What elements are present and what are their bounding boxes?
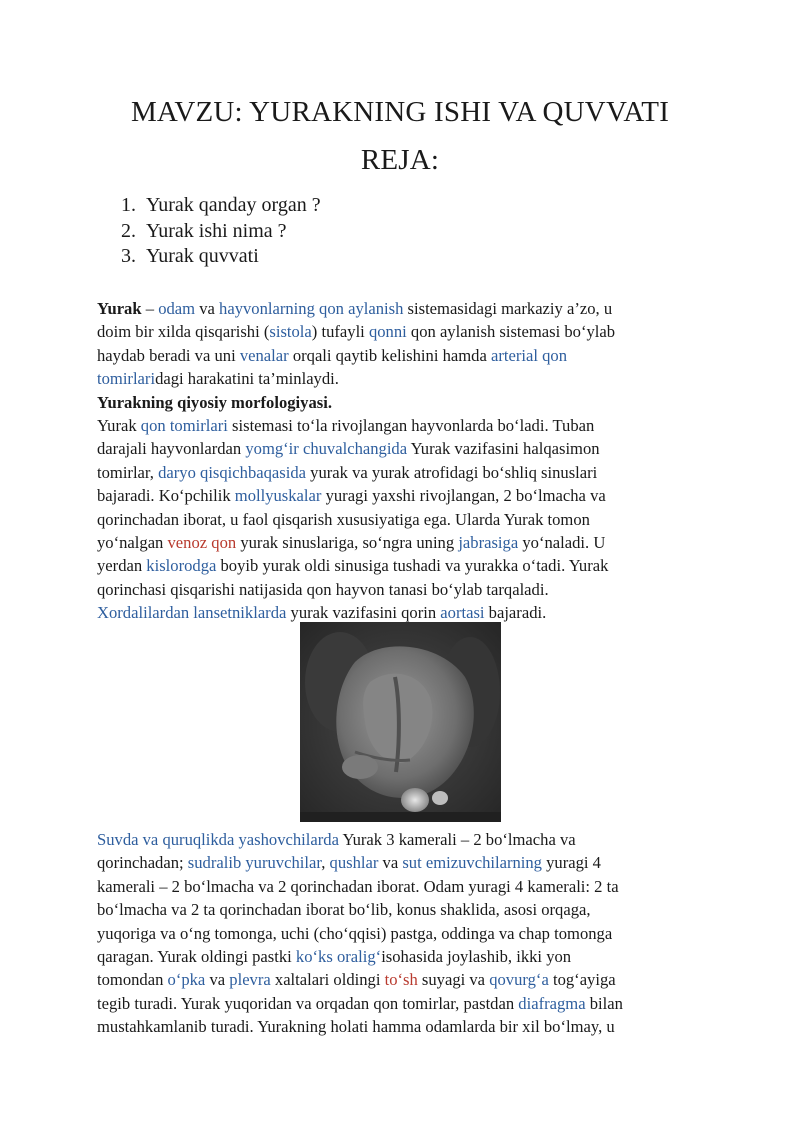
plan-item-number: 1. [121, 194, 136, 216]
text-run: yurak vazifasini qorin [286, 603, 441, 623]
link-qonni[interactable]: qonni [368, 322, 407, 342]
link-sudralib-yuruvchilar[interactable]: sudralib yuruvchilar [187, 853, 322, 873]
heading-text: Yurakning qiyosiy morfologiyasi. [97, 392, 332, 412]
link-kislorodga[interactable]: kislorodga [146, 556, 217, 576]
section-heading [97, 391, 709, 414]
plan-item [121, 219, 321, 245]
link-koks-oraligi[interactable]: ko‘ks oralig‘ [295, 946, 382, 966]
link-qon-tomirlari[interactable]: qon tomirlari [140, 415, 228, 435]
paragraph-anatomy [97, 828, 709, 1039]
text-run: yerdan [97, 556, 147, 576]
text-run: darajali hayvonlardan [97, 439, 246, 459]
text-line [97, 968, 709, 991]
text-run: tomirlar, [97, 462, 159, 482]
text-line [97, 601, 709, 624]
text-run: , [321, 853, 330, 873]
text-run: yo‘nalgan [97, 532, 168, 552]
text-run: dagi harakatini ta’minlaydi. [155, 369, 339, 389]
text-run: yurak sinuslariga, so‘ngra uning [236, 532, 459, 552]
link-yomgir-chuvalchangida[interactable]: yomg‘ir chuvalchangida [245, 439, 408, 459]
text-run: doim bir xilda qisqarishi ( [97, 322, 270, 342]
text-line [97, 344, 709, 367]
text-run: yuqoriga va o‘ng tomonga, uchi (cho‘qqisi) pastga, oddinga va chap tomonga [97, 923, 613, 943]
term-bold: Yurak [97, 299, 142, 318]
text-line [97, 992, 709, 1015]
link-suvda-va-quruqlikda[interactable]: Suvda va quruqlikda yashovchilarda [97, 830, 339, 849]
text-run: bo‘lmacha va 2 ta qorinchadan iborat bo‘lib, konus shaklida, asosi orqaga, [97, 900, 591, 920]
link-sistola[interactable]: sistola [269, 322, 312, 342]
text-run: va [195, 299, 220, 318]
text-run: Yurak [97, 415, 141, 435]
text-run: yuragi yaxshi rivojlangan, 2 bo‘lmacha va [321, 486, 606, 506]
plan-item-text: Yurak quvvati [146, 245, 259, 267]
link-opka[interactable]: o‘pka [167, 970, 206, 990]
link-odam[interactable]: odam [158, 299, 196, 318]
text-run: qorinchadan iborat, u faol qisqarish xususiyatiga ega. Ularda Yurak tomon [97, 509, 590, 529]
link-qon-aylanish[interactable]: qon aylanish [319, 299, 404, 318]
plan-item-number: 2. [121, 219, 136, 242]
link-mollyuskalar[interactable]: mollyuskalar [234, 486, 322, 506]
link-sut-emizuvchilarning[interactable]: sut emizuvchilarning [402, 853, 542, 873]
text-line [97, 297, 709, 320]
text-line [97, 945, 709, 968]
text-line [97, 578, 709, 601]
text-line [97, 875, 709, 898]
link-daryo-qisqichbaqasida[interactable]: daryo qisqichbaqasida [158, 462, 307, 482]
text-run: haydab beradi va uni [97, 345, 240, 365]
text-run: suyagi va [417, 970, 490, 990]
text-line [97, 828, 709, 851]
plan-item-text: Yurak qanday organ ? [146, 194, 321, 216]
text-run: tomondan [97, 970, 168, 990]
plan-item-text: Yurak ishi nima ? [146, 219, 287, 242]
text-line [97, 367, 709, 390]
text-run: sistemasidagi markaziy a’zo, u [403, 299, 613, 318]
text-run: qorinchadan; [97, 853, 188, 873]
text-run: qaragan. Yurak oldingi pastki [97, 946, 296, 966]
text-line [97, 554, 709, 577]
text-line [97, 898, 709, 921]
text-run: qorinchasi qisqarishi natijasida qon hayvon tanasi bo‘ylab tarqaladi. [97, 579, 549, 599]
link-qushlar[interactable]: qushlar [329, 853, 379, 873]
text-line [97, 531, 709, 554]
text-run: isohasida joylashib, ikki yon [381, 946, 572, 966]
text-run: – [141, 299, 159, 318]
link-diafragma[interactable]: diafragma [518, 993, 586, 1013]
link-venalar[interactable]: venalar [239, 345, 289, 365]
text-line [97, 851, 709, 874]
text-run: ) tufayli [311, 322, 369, 342]
text-line [97, 508, 709, 531]
text-run: kamerali – 2 bo‘lmacha va 2 qorinchadan iborat. Odam yuragi 4 kamerali: 2 ta [97, 876, 619, 896]
link-arterial-qon[interactable]: arterial qon [490, 345, 568, 365]
text-run: bajaradi. [484, 603, 547, 623]
link-hayvonlarning[interactable]: hayvonlarning [219, 299, 315, 318]
text-line [97, 437, 709, 460]
plan-list [121, 193, 321, 270]
link-tosh[interactable]: to‘sh [384, 970, 418, 990]
text-run: yurak va yurak atrofidagi bo‘shliq sinuslari [306, 462, 598, 482]
text-run: bilan [585, 993, 623, 1013]
link-qovurga[interactable]: qovurg‘a [489, 970, 549, 990]
text-run: xaltalari oldingi [270, 970, 385, 990]
text-run: Yurak vazifasini halqasimon [407, 439, 600, 459]
heart-mri-image [300, 622, 501, 822]
plan-item-number: 3. [121, 245, 136, 267]
link-xordalilardan-lansetniklarda[interactable]: Xordalilardan lansetniklarda [97, 603, 287, 623]
link-aortasi[interactable]: aortasi [440, 603, 485, 623]
plan-item [121, 193, 321, 219]
text-run: va [378, 853, 403, 873]
text-run: va [205, 970, 230, 990]
text-run: boyib yurak oldi sinusiga tushadi va yurakka o‘tadi. Yurak [216, 556, 609, 576]
text-line [97, 922, 709, 945]
text-line [97, 320, 709, 343]
text-line [97, 461, 709, 484]
page-title: MAVZU: YURAKNING ISHI VA QUVVATI [130, 96, 670, 128]
plan-heading: REJA: [360, 144, 440, 176]
link-plevra[interactable]: plevra [229, 970, 271, 990]
text-run: orqali qaytib kelishini hamda [288, 345, 491, 365]
plan-item [121, 244, 321, 270]
text-line [97, 484, 709, 507]
text-run: tegib turadi. Yurak yuqoridan va orqadan qon tomirlar, pastdan [97, 993, 519, 1013]
text-run: tog‘ayiga [548, 970, 616, 990]
link-jabrasiga[interactable]: jabrasiga [458, 532, 519, 552]
text-run: mustahkamlanib turadi. Yurakning holati hamma odamlarda bir xil bo‘lmay, u [97, 1017, 615, 1037]
text-line [97, 414, 709, 437]
text-run: sistemasi to‘la rivojlangan hayvonlarda bo‘ladi. Tuban [227, 415, 595, 435]
link-venoz-qon[interactable]: venoz qon [167, 532, 237, 552]
link-tomirlari[interactable]: tomirlari [97, 369, 156, 389]
paragraph-intro [97, 297, 709, 624]
text-line [97, 1015, 709, 1038]
text-run: yo‘naladi. U [518, 532, 606, 552]
text-run: bajaradi. Ko‘pchilik [97, 486, 235, 506]
text-run: Yurak 3 kamerali – 2 bo‘lmacha va [338, 830, 576, 849]
text-run: yuragi 4 [541, 853, 601, 873]
text-run: qon aylanish sistemasi bo‘ylab [406, 322, 616, 342]
